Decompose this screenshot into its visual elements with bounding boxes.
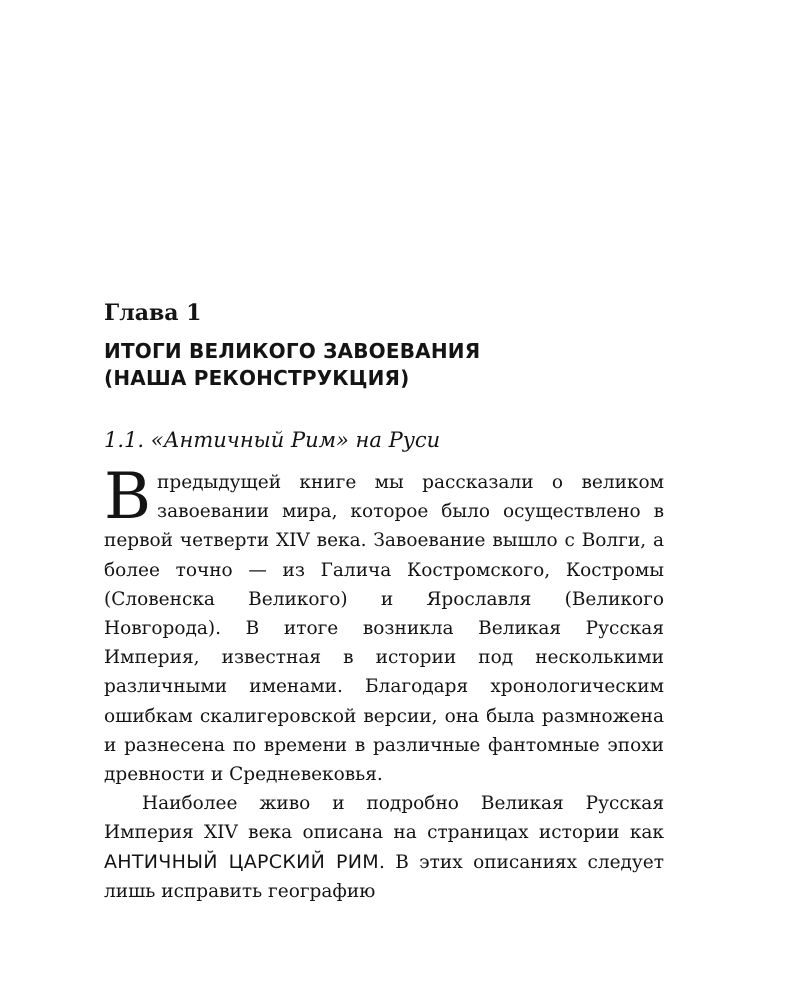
paragraph-2-text-after: . В этих описаниях следует лишь исправить географию xyxy=(104,851,664,902)
drop-cap: В xyxy=(104,460,152,534)
paragraph-1-text: предыдущей книге мы рассказали о великом завоевании мира, которое было осуществлено в первой четверти XIV века. Завоевание вышло с Волги, а более точно — из Галича Костромского, Костромы (Словенска Великого) и Ярославля (Великого Новгорода). В итоге возникла Великая Русская Империя, известная в истории под несколькими различными именами. Благодаря хронологическим ошибкам скалигеровской версии, она была размножена и разнесена по времени в различные фантомные эпохи древности и Средневековья. xyxy=(104,472,664,786)
section-title: 1.1. «Античный Рим» на Руси xyxy=(104,428,441,452)
paragraph-2 xyxy=(104,789,664,906)
book-page xyxy=(104,298,664,906)
chapter-title-line-1: ИТОГИ ВЕЛИКОГО ЗАВОЕВАНИЯ xyxy=(104,339,481,363)
chapter-title-line-2: (НАША РЕКОНСТРУКЦИЯ) xyxy=(104,366,410,390)
paragraph-1 xyxy=(104,460,664,789)
chapter-title xyxy=(104,338,664,392)
paragraph-2-emphasis: АНТИЧНЫЙ ЦАРСКИЙ РИМ xyxy=(104,850,379,873)
chapter-label: Глава 1 xyxy=(104,300,202,326)
paragraph-2-text-before: Наиболее живо и подробно Великая Русская Империя XIV века описана на страницах истории как xyxy=(104,793,664,844)
